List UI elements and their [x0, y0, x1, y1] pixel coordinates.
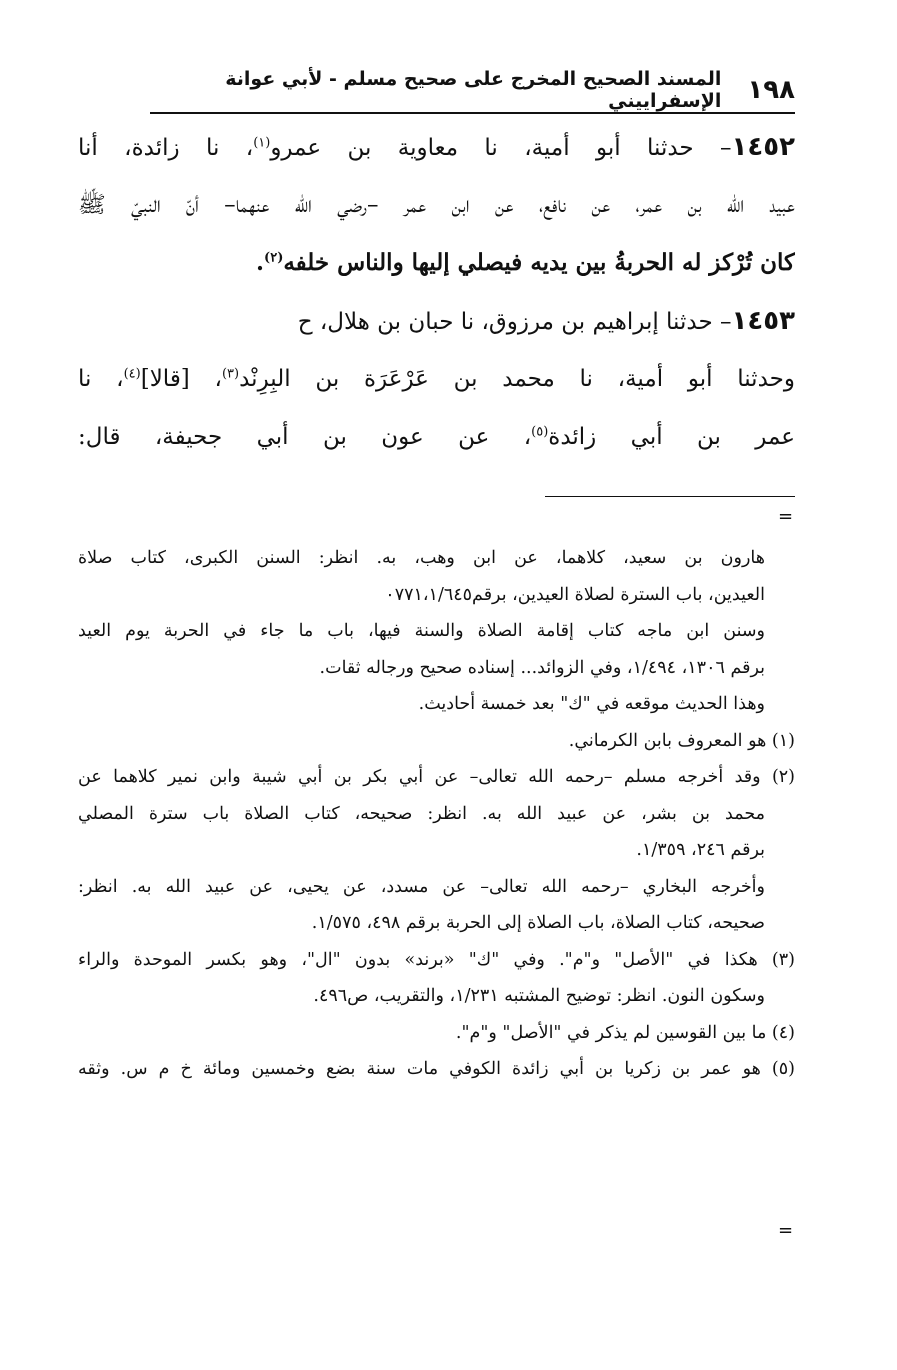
footnote-2-line: محمد بن بشر، عن عبيد الله به. انظر: صحيحه، كتاب الصلاة باب سترة المصلي [78, 803, 765, 824]
hadith-1453-line-2: وحدثنا أبو أمية، نا محمد بن عَرْعَرَة بن البِرِنْد$^{(٣)}$، [قالا]$^{(٤)}$، نا [78, 366, 795, 392]
hadith-1452-line-1: ١٤٥٢– حدثنا أبو أمية، نا معاوية بن عمرو$^{(١)}$، نا زائدة، أنا [78, 132, 795, 162]
footnote-ref: (٣) [221, 366, 240, 382]
footnote-carry-line: هارون بن سعيد، كلاهما، عن ابن وهب، به. انظر: السنن الكبرى، كتاب صلاة [78, 548, 765, 568]
footnote-ref: (٥) [531, 424, 549, 440]
footnote-ref: (٤) [123, 366, 141, 382]
footnote-ref: (٢) [264, 250, 284, 266]
footnote-separator [545, 496, 795, 497]
page-number: ١٩٨ [747, 75, 795, 105]
footnote-carry-line: العيدين، باب السترة لصلاة العيدين، برقم٠٧٧١،١/٦٤٥ [385, 584, 765, 605]
header-rule [150, 112, 795, 114]
footnote-4: (٤) ما بين القوسين لم يذكر في "الأصل" و"م". [455, 1022, 795, 1043]
footnote-2-line: برقم ٢٤٦، ١/٣٥٩. [636, 840, 765, 860]
footnote-3-line: وسكون النون. انظر: توضيح المشتبه ١/٢٣١، والتقريب، ص٤٩٦. [313, 986, 765, 1006]
hadith-number: ١٤٥٢ [731, 132, 795, 162]
footnote-carry-line: برقم ١٣٠٦، ١/٤٩٤، وفي الزوائد... إسناده صحيح ورجاله ثقات. [319, 657, 765, 678]
continuation-mark-top: = [778, 506, 794, 527]
footnote-2-line: (٢) وقد أخرجه مسلم –رحمه الله تعالى– عن أبي بكر بن أبي شيبة وابن نمير كلاهما عن [78, 767, 795, 787]
footnote-2-line: صحيحه، كتاب الصلاة، باب الصلاة إلى الحربة برقم ٤٩٨، ١/٥٧٥. [311, 913, 765, 933]
footnote-5: (٥) هو عمر بن زكريا بن أبي زائدة الكوفي مات سنة بضع وخمسين ومائة خ م س. وثقه [78, 1059, 795, 1079]
footnote-carry-line: وسنن ابن ماجه كتاب إقامة الصلاة والسنة فيها، باب ما جاء في الحربة يوم العيد [78, 621, 765, 641]
footnote-carry-line: وهذا الحديث موقعه في "ك" بعد خمسة أحاديث. [418, 694, 765, 714]
hadith-number: ١٤٥٣ [731, 306, 795, 336]
running-title: المسند الصحيح المخرج على صحيح مسلم - لأبي عوانة الإسفراييني [225, 68, 722, 112]
footnote-1: (١) هو المعروف بابن الكرماني. [568, 730, 795, 751]
hadith-1453-line-3: عمر بن أبي زائدة$^{(٥)}$، عن عون بن أبي جحيفة، قال: [78, 424, 795, 450]
main-text [78, 118, 795, 466]
footnote-ref: (١) [253, 135, 271, 151]
continuation-mark-bottom: = [778, 1220, 794, 1241]
hadith-1453-line-1: ١٤٥٣– حدثنا إبراهيم بن مرزوق، نا حبان بن هلال، ح [297, 306, 795, 336]
page-header [150, 70, 795, 110]
footnote-2-line: وأخرجه البخاري –رحمه الله تعالى– عن مسدد، عن يحيى، عن عبيد الله به. انظر: [78, 876, 765, 897]
hadith-1452-matn: كان تُرْكز له الحربةُ بين يديه فيصلي إليها والناس خلفه$^{(٢)}$. [256, 249, 795, 276]
hadith-1452-line-2: عبيد الله بن عمر، عن نافع، عن ابن عمر –رضي الله عنهما– أنّ النبيّ ﷺ [78, 192, 795, 218]
footnote-3-line: (٣) هكذا في "الأصل" و"م". وفي "ك" «برند» بدون "ال"، وهو بكسر الموحدة والراء [78, 949, 795, 970]
footnotes [78, 540, 795, 1088]
